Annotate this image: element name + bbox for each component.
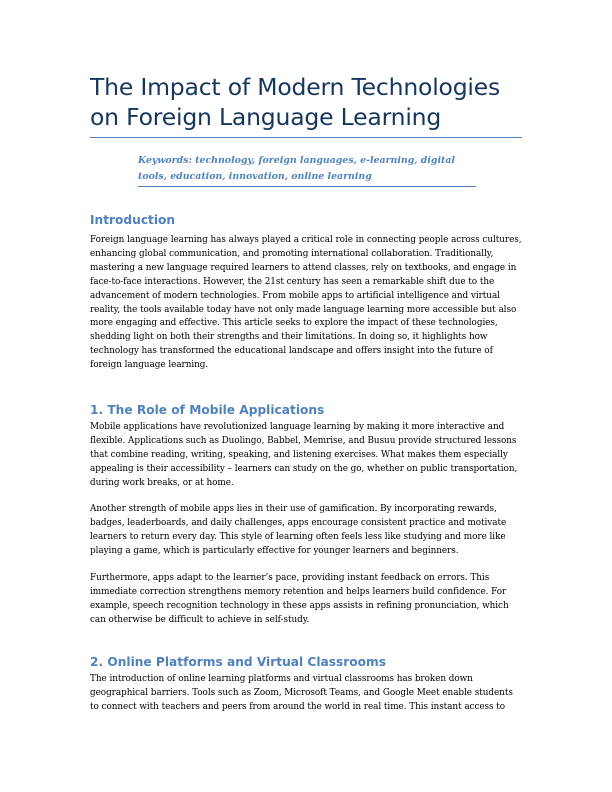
mobile-apps-paragraph-3: Furthermore, apps adapt to the learner’s pace, providing instant feedback on errors. This immediate correction strengthens memory retention and helps learners build confidence. For example, speech recognition technology in these apps assists in refining pronunciation, which can otherwise be difficult to achieve in self-study. [90,573,509,625]
mobile-apps-paragraph-1: Mobile applications have revolutionized language learning by making it more interactive and flexible. Applications such as Duolingo, Babbel, Memrise, and Busuu provide structured lessons that combine reading, writing, speaking, and listening exercises. What makes them especially appealing is their accessibility – learners can study on the go, whether on public transportation, during work breaks, or at home. [90,422,518,488]
keywords: Keywords: technology, foreign languages, e-learning, digital tools, education, innovation, online learning [138,155,455,182]
section-heading-introduction: Introduction [90,213,176,227]
section-heading-mobile-applications: 1. The Role of Mobile Applications [90,403,325,417]
introduction-paragraph: Foreign language learning has always played a critical role in connecting people across cultures, enhancing global communication, and promoting international collaboration. Traditionally, mastering a new language required learners to attend classes, rely on textbooks, and engage in face-to-face interactions. However, the 21st century has seen a remarkable shift due to the advancement of modern technologies. From mobile apps to artificial intelligence and virtual reality, the tools available today have not only made language learning more accessible but also more engaging and effective. This article seeks to explore the impact of these technologies, shedding light on both their strengths and their limitations. In doing so, it highlights how technology has transformed the educational landscape and offers insight into the future of foreign language learning. [90,235,522,371]
document-title: The Impact of Modern Technologies on Foreign Language Learning [90,73,501,131]
online-platforms-paragraph-1: The introduction of online learning platforms and virtual classrooms has broken down geographical barriers. Tools such as Zoom, Microsoft Teams, and Google Meet enable students to connect with teachers and peers from around the world in real time. This instant access to [90,674,513,712]
section-heading-online-platforms: 2. Online Platforms and Virtual Classrooms [90,655,386,669]
mobile-apps-paragraph-2: Another strength of mobile apps lies in their use of gamification. By incorporating rewards, badges, leaderboards, and daily challenges, apps encourage consistent practice and motivate learners to return every day. This style of learning often feels less like studying and more like playing a game, which is particularly effective for younger learners and beginners. [90,504,507,556]
keywords-divider [138,186,476,187]
title-divider [90,137,522,138]
